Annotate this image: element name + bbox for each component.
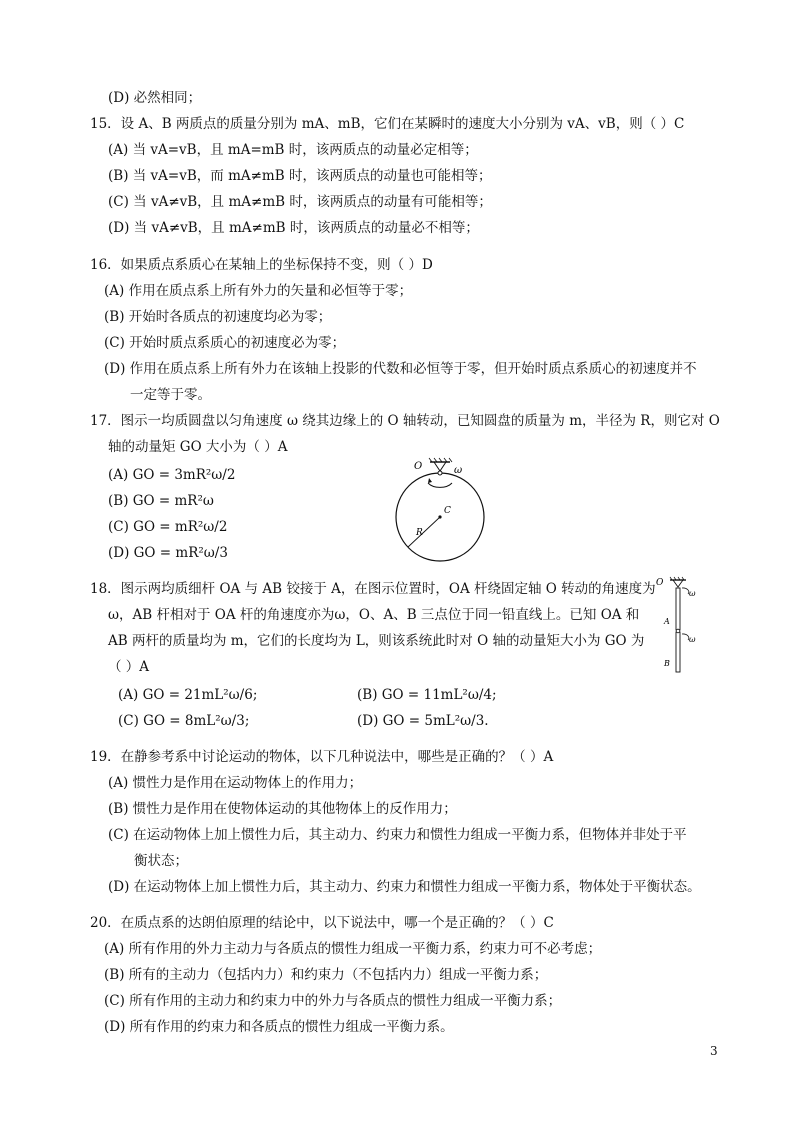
q16-option-b: (B) 开始时各质点的初速度均必为零； bbox=[104, 309, 332, 325]
q17-option-c: (C) GO = mR²ω/2 bbox=[108, 519, 228, 535]
q19-option-c: (C) 在运动物体上加上惯性力后，其主动力、约束力和惯性力组成一平衡力系，但物体并非处于平 bbox=[108, 827, 687, 843]
pivot-point bbox=[438, 471, 442, 475]
q20-option-d: (D) 所有作用的约束力和各质点的惯性力组成一平衡力系。 bbox=[104, 1019, 454, 1035]
hinge-a bbox=[676, 629, 680, 633]
q18-option-d: (D) GO = 5mL²ω/3. bbox=[357, 713, 489, 729]
rotation-arrow-head bbox=[428, 478, 432, 483]
q19-stem: 19．在静参考系中讨论运动的物体，以下几种说法中，哪些是正确的？（ ）A bbox=[90, 749, 554, 765]
center-point bbox=[438, 515, 441, 518]
label-b: B bbox=[664, 659, 670, 668]
q18-stem-line2: ω，AB 杆相对于 OA 杆的角速度亦为ω，O、A、B 三点位于同一铅直线上。已知 OA 和 bbox=[108, 607, 640, 623]
q15-option-c: (C) 当 vA≠vB，且 mA≠mB 时，该两质点的动量有可能相等； bbox=[108, 194, 492, 210]
q16-option-c: (C) 开始时质点系质心的初速度必为零； bbox=[104, 335, 346, 351]
radius-line bbox=[408, 517, 440, 547]
q18-stem-line3: AB 两杆的质量均为 m，它们的长度均为 L，则该系统此时对 O 轴的动量矩大小为 GO 为 bbox=[108, 633, 645, 649]
q16-option-a: (A) 作用在质点系上所有外力的矢量和必恒等于零； bbox=[104, 283, 413, 299]
rotation-arrow bbox=[428, 483, 452, 487]
q16-option-d-cont: 一定等于零。 bbox=[130, 387, 211, 403]
q20-option-c: (C) 所有作用的主动力和约束力中的外力与各质点的惯性力组成一平衡力系； bbox=[104, 993, 562, 1009]
label-c: C bbox=[444, 506, 451, 516]
q14-option-d: (D) 必然相同； bbox=[108, 90, 202, 106]
pivot-triangle bbox=[434, 462, 446, 471]
q18-option-a: (A) GO = 21mL²ω/6; bbox=[118, 687, 258, 703]
q17-stem-line2: 轴的动量矩 GO 大小为（ ）A bbox=[108, 439, 288, 455]
label-a: A bbox=[664, 617, 670, 626]
q19-option-d: (D) 在运动物体上加上惯性力后，其主动力、约束力和惯性力组成一平衡力系，物体处于平衡状态。 bbox=[108, 879, 701, 895]
page-number: 3 bbox=[710, 1044, 718, 1058]
q18-option-c: (C) GO = 8mL²ω/3; bbox=[118, 713, 250, 729]
q15-option-d: (D) 当 vA≠vB，且 mA≠mB 时，该两质点的动量必不相等； bbox=[108, 220, 479, 236]
label-o: O bbox=[414, 461, 423, 472]
q17-disk-figure bbox=[388, 455, 498, 565]
label-omega-1: ω bbox=[689, 589, 696, 598]
q19-option-c-cont: 衡状态； bbox=[134, 853, 188, 869]
q15-option-a: (A) 当 vA=vB，且 mA=mB 时，该两质点的动量必定相等； bbox=[108, 142, 478, 158]
q17-option-a: (A) GO = 3mR²ω/2 bbox=[108, 467, 236, 483]
q20-stem: 20．在质点系的达朗伯原理的结论中，以下说法中，哪一个是正确的？（ ）C bbox=[90, 915, 554, 931]
label-r: R bbox=[416, 528, 423, 538]
q17-stem-line1: 17．图示一均质圆盘以匀角速度 ω 绕其边缘上的 O 轴转动，已知圆盘的质量为 m，半径为 R，则它对 O bbox=[90, 413, 720, 429]
q18-rods-figure bbox=[652, 576, 702, 676]
label-omega-2: ω bbox=[689, 635, 696, 644]
q19-option-a: (A) 惯性力是作用在运动物体上的作用力； bbox=[108, 775, 363, 791]
q18-option-b: (B) GO = 11mL²ω/4; bbox=[357, 687, 497, 703]
omega-arrow-1 bbox=[682, 588, 689, 594]
q19-option-b: (B) 惯性力是作用在使物体运动的其他物体上的反作用力； bbox=[108, 801, 457, 817]
q20-option-a: (A) 所有作用的外力主动力与各质点的惯性力组成一平衡力系，约束力可不必考虑； bbox=[104, 941, 602, 957]
label-omega: ω bbox=[454, 465, 463, 476]
omega-arrow-2 bbox=[682, 634, 689, 640]
label-o: O bbox=[656, 578, 664, 588]
q17-option-b: (B) GO = mR²ω bbox=[108, 493, 214, 509]
q16-stem: 16．如果质点系质心在某轴上的坐标保持不变，则（ ）D bbox=[90, 257, 433, 273]
rod-oa bbox=[676, 588, 680, 630]
q20-option-b: (B) 所有的主动力（包括内力）和约束力（不包括内力）组成一平衡力系； bbox=[104, 967, 548, 983]
q15-option-b: (B) 当 vA=vB，而 mA≠mB 时，该两质点的动量也可能相等； bbox=[108, 168, 492, 184]
q18-stem-line1: 18．图示两均质细杆 OA 与 AB 铰接于 A，在图示位置时，OA 杆绕固定轴 O 转动的角速度为 bbox=[90, 581, 656, 597]
rod-ab bbox=[676, 632, 680, 672]
q15-stem: 15．设 A、B 两质点的质量分别为 mA、mB，它们在某瞬时的速度大小分别为 vA、vB，则（ ）C bbox=[90, 116, 685, 132]
q17-option-d: (D) GO = mR²ω/3 bbox=[108, 545, 228, 561]
q18-stem-line4: （ ）A bbox=[108, 659, 150, 675]
pivot-triangle bbox=[673, 580, 683, 587]
q16-option-d: (D) 作用在质点系上所有外力在该轴上投影的代数和必恒等于零，但开始时质点系质心的初速度并不 bbox=[104, 361, 697, 377]
